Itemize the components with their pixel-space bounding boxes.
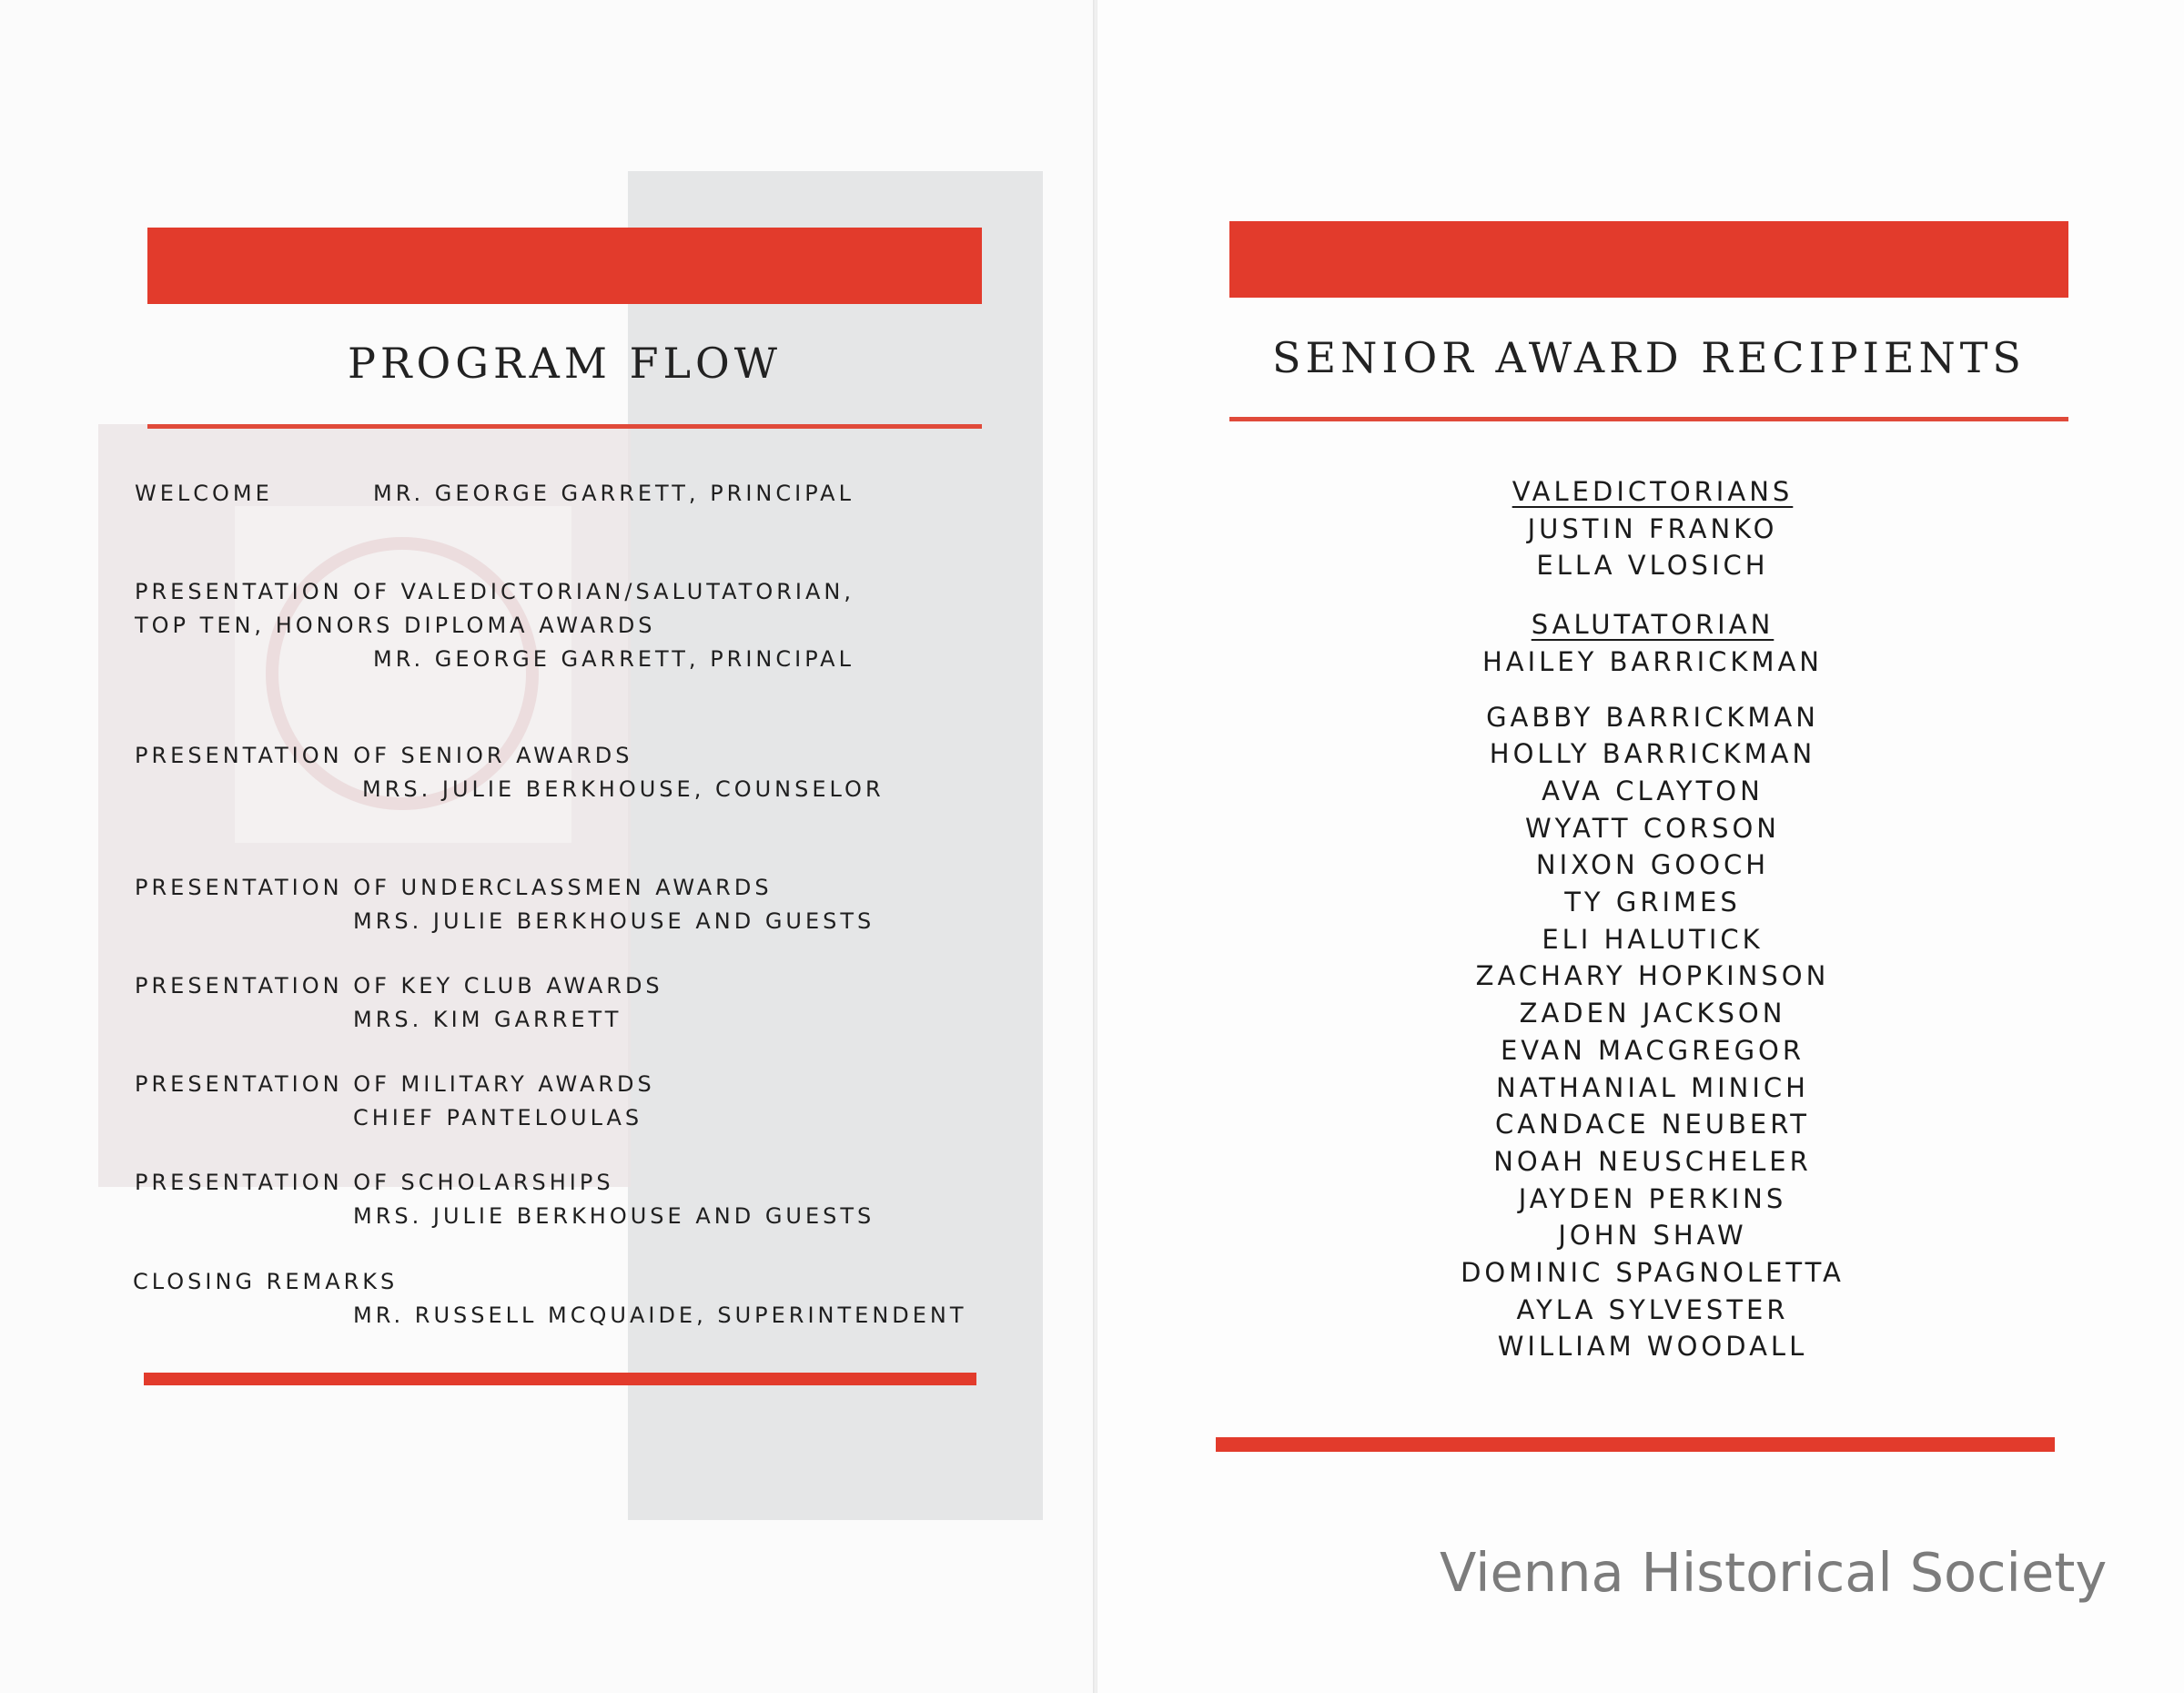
- heading-rule: [1229, 417, 2068, 421]
- program-item-speaker: MRS. JULIE BERKHOUSE AND GUESTS: [353, 1203, 875, 1229]
- program-item-title: PRESENTATION OF KEY CLUB AWARDS: [135, 973, 663, 999]
- recipient-name: HOLLY BARRICKMAN: [1489, 738, 1816, 770]
- recipient-name: JOHN SHAW: [1558, 1220, 1747, 1252]
- recipient-name: NATHANIAL MINICH: [1496, 1071, 1809, 1103]
- salutatorian-label: SALUTATORIAN: [1531, 609, 1774, 641]
- program-item-speaker: CHIEF PANTELOULAS: [353, 1105, 643, 1130]
- heading-rule: [147, 424, 982, 429]
- program-item-title-line: PRESENTATION OF VALEDICTORIAN/SALUTATORIAN,: [135, 579, 854, 604]
- program-item-speaker: MR. GEORGE GARRETT, PRINCIPAL: [373, 646, 854, 672]
- program-item-title: PRESENTATION OF SCHOLARSHIPS: [135, 1170, 614, 1195]
- senior-award-recipients-heading: SENIOR AWARD RECIPIENTS: [1272, 333, 2026, 382]
- recipient-name: WYATT CORSON: [1524, 812, 1780, 844]
- recipient-name: EVAN MACGREGOR: [1500, 1034, 1805, 1066]
- recipient-name: TY GRIMES: [1564, 887, 1741, 918]
- program-item-title: [135, 575, 854, 643]
- recipient-name: CANDACE NEUBERT: [1495, 1109, 1810, 1140]
- recipient-name: JAYDEN PERKINS: [1518, 1182, 1787, 1214]
- top-red-band: [1229, 221, 2068, 298]
- vienna-historical-society-watermark: Vienna Historical Society: [1440, 1541, 2108, 1604]
- recipient-name: GABBY BARRICKMAN: [1486, 701, 1819, 733]
- program-item-title: PRESENTATION OF UNDERCLASSMEN AWARDS: [135, 875, 773, 900]
- program-item-speaker: MR. GEORGE GARRETT, PRINCIPAL: [373, 481, 854, 506]
- program-flow-heading: PROGRAM FLOW: [347, 339, 783, 388]
- program-item-title-line: TOP TEN, HONORS DIPLOMA AWARDS: [135, 613, 656, 638]
- recipient-name: WILLIAM WOODALL: [1497, 1331, 1808, 1363]
- valedictorians-label: VALEDICTORIANS: [1512, 476, 1794, 507]
- salutatorian-section: [1416, 606, 1889, 680]
- bottom-red-rule: [1216, 1437, 2055, 1452]
- recipients-list: [1416, 473, 1889, 1365]
- program-item-speaker: MRS. JULIE BERKHOUSE AND GUESTS: [353, 908, 875, 934]
- recipient-name: NIXON GOOCH: [1535, 849, 1770, 881]
- recipient-name: NOAH NEUSCHELER: [1493, 1145, 1812, 1177]
- recipient-name: AYLA SYLVESTER: [1516, 1293, 1789, 1325]
- program-item-title: PRESENTATION OF MILITARY AWARDS: [135, 1071, 655, 1097]
- recipient-name: ELI HALUTICK: [1542, 923, 1764, 955]
- recipient-name: JUSTIN FRANKO: [1527, 512, 1778, 544]
- recipient-name: ZACHARY HOPKINSON: [1475, 960, 1830, 992]
- recipient-name: ZADEN JACKSON: [1519, 998, 1786, 1029]
- valedictorians-section: [1416, 473, 1889, 584]
- bottom-red-rule: [144, 1373, 976, 1385]
- program-item-speaker: MRS. JULIE BERKHOUSE, COUNSELOR: [362, 776, 885, 802]
- top-red-band: [147, 228, 982, 304]
- program-item-speaker: MRS. KIM GARRETT: [353, 1007, 622, 1032]
- recipient-name: HAILEY BARRICKMAN: [1481, 645, 1823, 677]
- program-item-speaker: MR. RUSSELL MCQUAIDE, SUPERINTENDENT: [353, 1303, 967, 1328]
- recipient-name: ELLA VLOSICH: [1536, 550, 1769, 582]
- recipient-name: DOMINIC SPAGNOLETTA: [1461, 1257, 1845, 1289]
- recipient-name: AVA CLAYTON: [1542, 775, 1764, 806]
- program-item-title: PRESENTATION OF SENIOR AWARDS: [135, 743, 633, 768]
- award-recipients-section: [1416, 699, 1889, 1366]
- program-item-title: CLOSING REMARKS: [133, 1269, 399, 1294]
- program-item-title: WELCOME: [135, 481, 273, 506]
